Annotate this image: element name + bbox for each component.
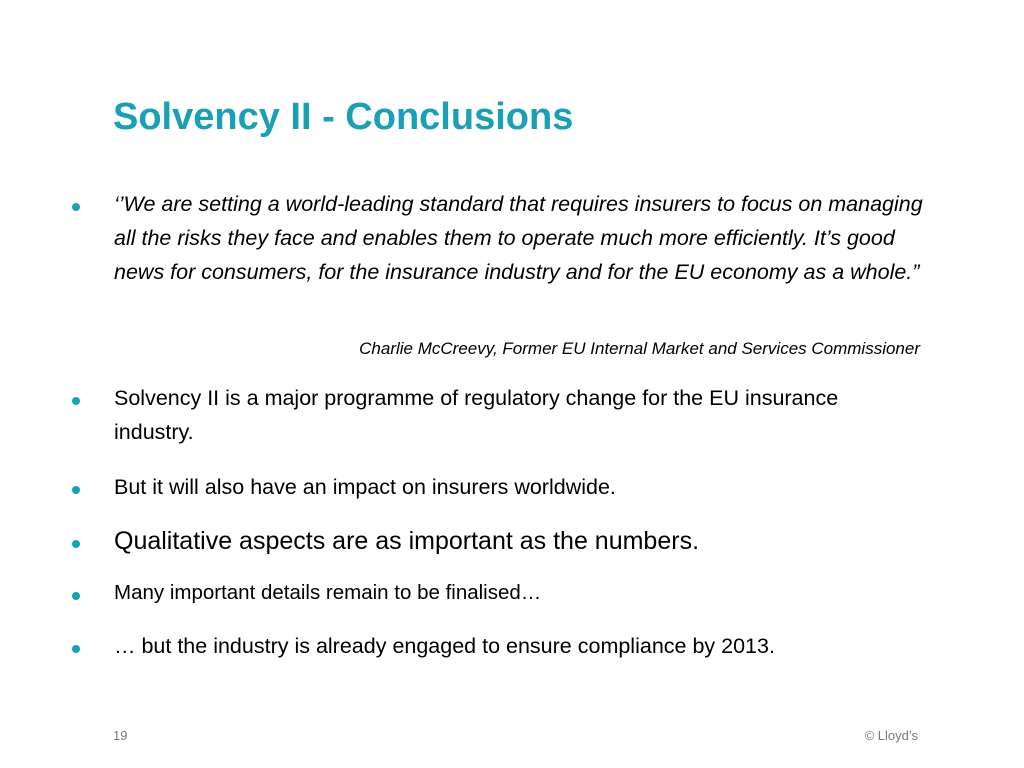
quote-attribution: Charlie McCreevy, Former EU Internal Market and Services Commissioner xyxy=(359,339,920,358)
bullet-text: Qualitative aspects are as important as the numbers. xyxy=(114,527,700,555)
copyright-notice: © Lloyd’s xyxy=(864,728,918,743)
bullet-point xyxy=(72,645,80,653)
bullet-text: … but the industry is already engaged to ensure compliance by 2013. xyxy=(114,634,775,658)
bullet-point xyxy=(72,397,80,405)
bullet-point xyxy=(72,486,80,494)
quote-text: ‘’We are setting a world-leading standard that requires insurers to focus on managing all the risks they face and enables them to operate much more efficiently. It’s good news for consumers, for the insurance industry and for the EU economy as a whole.” xyxy=(114,192,923,284)
bullet-point xyxy=(72,203,80,211)
bullet-text: Many important details remain to be finalised… xyxy=(114,581,542,604)
bullet-point xyxy=(72,540,80,548)
bullet-text: Solvency II is a major programme of regulatory change for the EU insurance industry. xyxy=(114,386,839,444)
slide-title: Solvency II - Conclusions xyxy=(113,96,574,138)
page-number: 19 xyxy=(113,728,128,743)
bullet-text: But it will also have an impact on insurers worldwide. xyxy=(114,475,616,499)
bullet-point xyxy=(72,592,80,600)
